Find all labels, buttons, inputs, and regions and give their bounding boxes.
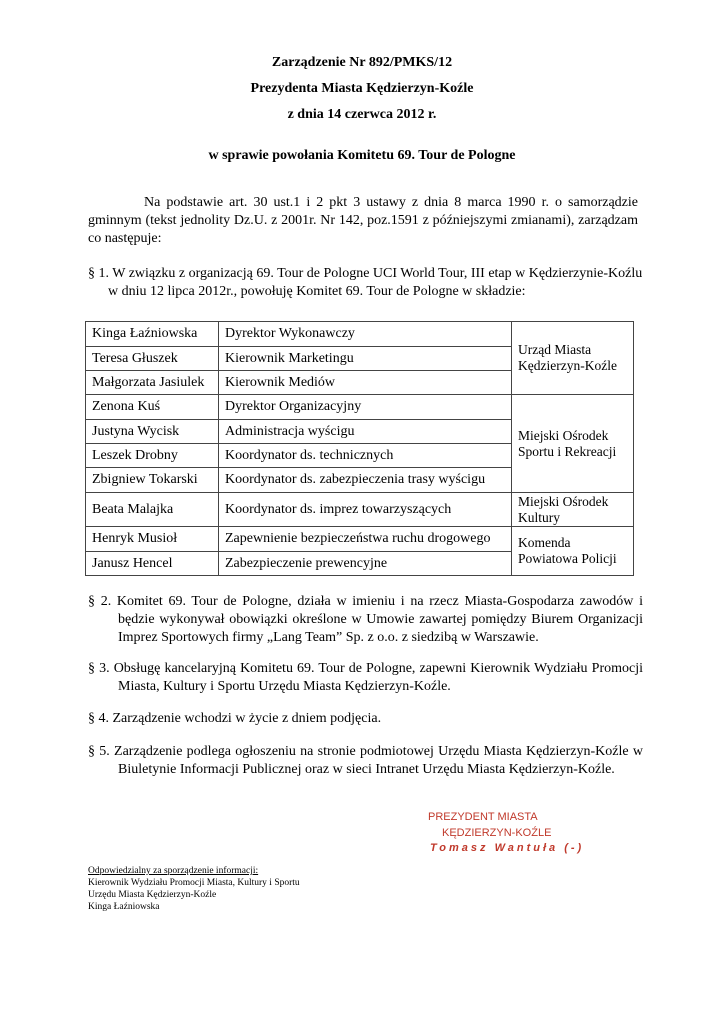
signature-title: PREZYDENT MIASTA: [428, 811, 538, 823]
institution-line: Sportu i Rekreacji: [518, 443, 617, 459]
member-role: Administracja wyścigu: [219, 420, 512, 444]
member-role: Koordynator ds. imprez towarzyszących: [219, 493, 512, 527]
section-3: § 3. Obsługę kancelaryjną Komitetu 69. Tour de Pologne, zapewni Kierownik Wydziału Promocji Miasta, Kultury i Sportu Urzędu Miasta Kędzierzyn-Koźle.: [88, 661, 643, 694]
member-name: Zenona Kuś: [86, 395, 219, 420]
legal-basis-paragraph: Na podstawie art. 30 ust.1 i 2 pkt 3 ustawy z dnia 8 marca 1990 r. o samorządzie gminnym (tekst jednolity Dz.U. z 2001r. Nr 142, poz.1591 z późniejszymi zmianami), zarządzam co następuje:: [88, 195, 638, 246]
institution-line: Miejski Ośrodek: [518, 427, 609, 443]
signature-name: Tomasz Wantuła (-): [430, 842, 585, 854]
member-role: Dyrektor Organizacyjny: [219, 395, 512, 420]
issuer: Prezydenta Miasta Kędzierzyn-Koźle: [250, 81, 474, 96]
institution-line: Powiatowa Policji: [518, 551, 617, 566]
institution-line: Urząd Miasta: [518, 342, 592, 357]
member-name: Justyna Wycisk: [86, 420, 219, 444]
section-2: § 2. Komitet 69. Tour de Pologne, działa w imieniu i na rzecz Miasta-Gospodarza zawodów i będzie wykonywał obowiązki określone w Umowie zawartej pomiędzy Biurem Organizacji Imprez Sportowych firmy „Lang Team” Sp. z o.o. z siedzibą w Warszawie.: [88, 594, 643, 645]
footer-heading: Odpowiedzialny za sporządzenie informacji:: [88, 866, 259, 876]
institution-line: Kultury: [518, 509, 560, 525]
member-role: Zapewnienie bezpieczeństwa ruchu drogowego: [219, 527, 512, 552]
section-5: § 5. Zarządzenie podlega ogłoszeniu na stronie podmiotowej Urzędu Miasta Kędzierzyn-Koźle w Biuletynie Informacji Publicznej oraz w sieci Intranet Urzędu Miasta Kędzierzyn-Koźle.: [88, 744, 643, 777]
member-name: Janusz Hencel: [86, 552, 219, 576]
member-name: Henryk Musioł: [86, 527, 219, 552]
institution-cell: [512, 493, 634, 527]
member-role: Dyrektor Wykonawczy: [219, 322, 512, 347]
member-name: Zbigniew Tokarski: [86, 468, 219, 493]
section-4: § 4. Zarządzenie wchodzi w życie z dniem podjęcia.: [88, 711, 382, 726]
ordinance-subject: w sprawie powołania Komitetu 69. Tour de Pologne: [208, 148, 516, 163]
member-role: Koordynator ds. zabezpieczenia trasy wyścigu: [219, 468, 512, 493]
institution-line: Miejski Ośrodek: [518, 493, 609, 509]
member-name: Leszek Drobny: [86, 444, 219, 468]
member-role: Zabezpieczenie prewencyjne: [219, 552, 512, 576]
footer-line: Urzędu Miasta Kędzierzyn-Koźle: [88, 890, 217, 900]
member-name: Kinga Łaźniowska: [86, 322, 219, 347]
table-row: [86, 493, 634, 527]
section-1: § 1. W związku z organizacją 69. Tour de Pologne UCI World Tour, III etap w Kędzierzynie-Koźlu w dniu 12 lipca 2012r., powołuję Komitet 69. Tour de Pologne w składzie:: [88, 266, 643, 299]
table-row: [86, 527, 634, 552]
ordinance-number: Zarządzenie Nr 892/PMKS/12: [271, 55, 453, 70]
ordinance-date: z dnia 14 czerwca 2012 r.: [287, 107, 437, 122]
committee-table: [85, 321, 634, 576]
member-role: Koordynator ds. technicznych: [219, 444, 512, 468]
institution-cell: [512, 527, 634, 576]
member-name: Małgorzata Jasiulek: [86, 371, 219, 395]
member-role: Kierownik Marketingu: [219, 347, 512, 371]
institution-line: Kędzierzyn-Koźle: [518, 358, 617, 373]
table-row: [86, 395, 634, 420]
footer-line: Kinga Łaźniowska: [88, 902, 160, 912]
institution-line: Komenda: [518, 535, 571, 550]
footer-line: Kierownik Wydziału Promocji Miasta, Kultury i Sportu: [88, 878, 300, 888]
member-role: Kierownik Mediów: [219, 371, 512, 395]
member-name: Teresa Głuszek: [86, 347, 219, 371]
table-row: [86, 322, 634, 347]
institution-cell: [512, 395, 634, 493]
institution-cell: [512, 322, 634, 395]
member-name: Beata Malajka: [86, 493, 219, 527]
signature-city: KĘDZIERZYN-KOŹLE: [442, 827, 552, 839]
